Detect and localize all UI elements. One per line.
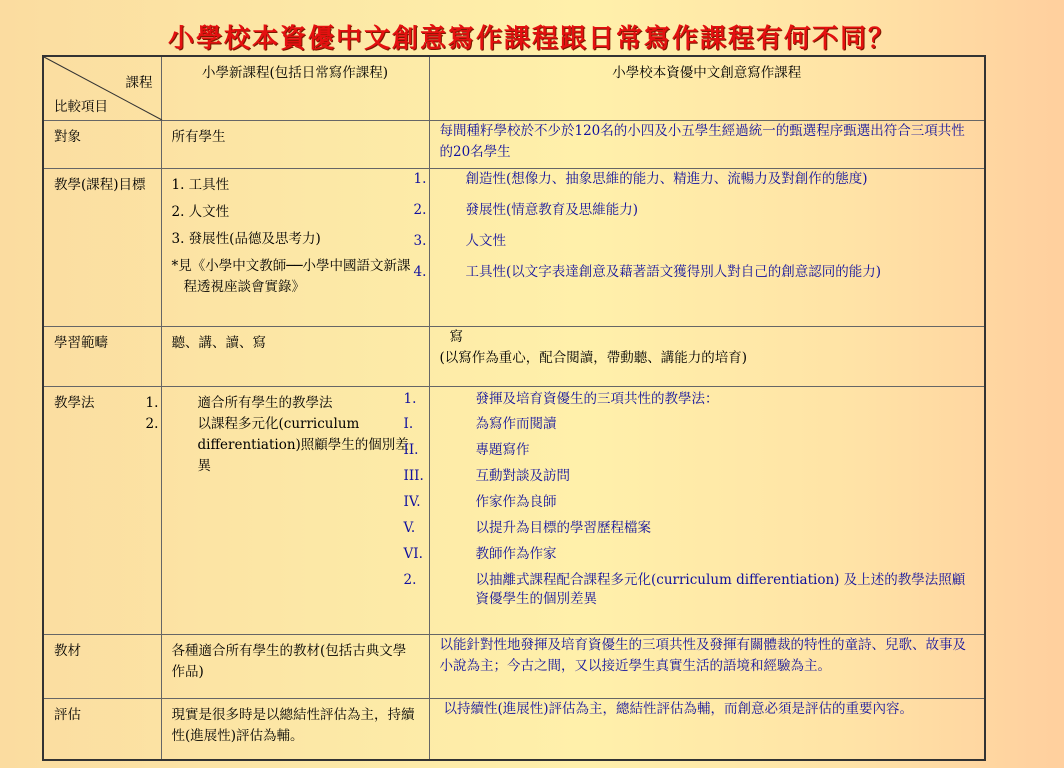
table-row-assessment [43, 698, 985, 760]
list-item-roman: V. 以提升為目標的學習歷程檔案 [403, 519, 651, 536]
col3-cell [403, 386, 985, 634]
materials-col2: 各種適合所有學生的教材(包括古典文學作品) [171, 642, 407, 680]
list-item: 1. 創造性(想像力、抽象思維的能力、精進力、流暢力及對創作的態度) [413, 170, 868, 187]
row-label-cell [43, 120, 161, 168]
goals-col2-list [162, 169, 429, 298]
col2-cell [161, 326, 429, 386]
col2-cell [161, 634, 429, 698]
list-item-roman: VI. 教師作為作家 [403, 545, 557, 562]
list-item: 4. 工具性(以文字表達創意及藉著語文獲得別人對自己的創意認同的能力) [413, 263, 882, 280]
row-label-cell [43, 326, 161, 386]
corner-label-course: 課程 [125, 75, 153, 91]
list-item: 3. 人文性 [413, 232, 506, 249]
scope-col3 [430, 327, 985, 369]
table-row-materials [43, 634, 985, 698]
row-label-goals: 教學(課程)目標 [54, 176, 146, 193]
list-item: 1. 發揮及培育資優生的三項共性的教學法： [403, 390, 719, 407]
scope-col3-line1: 寫 [449, 328, 463, 345]
corner-header-cell [43, 56, 161, 120]
list-item-roman: IV. 作家作為良師 [403, 493, 557, 510]
row-label-cell [43, 386, 161, 634]
col2-cell [161, 168, 429, 326]
comparison-table [42, 55, 986, 761]
goals-col3-list [413, 169, 985, 283]
method-col3-list [403, 387, 985, 609]
row-label-materials: 教材 [54, 642, 81, 659]
header-col2-label: 小學新課程(包括日常寫作課程) [201, 65, 389, 81]
list-item: 3. 發展性(品德及思考力) [171, 230, 321, 247]
page-title: 小學校本資優中文創意寫作課程跟日常寫作課程有何不同？ [167, 24, 896, 54]
row-label-method: 教學法 [54, 394, 95, 411]
scope-col3-line2: (以寫作為重心，配合閱讀，帶動聽、講能力的培育) [439, 349, 748, 366]
target-col3: 每間種籽學校於不少於120名的小四及小五學生經過統一的甄選程序甄選出符合三項共性的20名學生 [439, 122, 965, 160]
list-item-note: *見《小學中文教師──小學中國語文新課程透視座談會實錄》 [171, 257, 411, 295]
col3-cell [429, 634, 985, 698]
scope-col2: 聽、講、讀、寫 [171, 334, 266, 351]
method-col2-list [145, 387, 429, 477]
header-col2 [161, 56, 429, 120]
header-col3-label: 小學校本資優中文創意寫作課程 [612, 65, 802, 81]
header-row [43, 56, 985, 120]
row-label-target: 對象 [54, 128, 81, 145]
list-item-roman: I. 為寫作而閱讀 [403, 415, 557, 432]
table-row-scope [43, 326, 985, 386]
list-item: 2. 以抽離式課程配合課程多元化(curriculum differentiation) 及上述的教學法照顧資優學生的個別差異 [403, 571, 966, 607]
col3-cell [413, 168, 985, 326]
col3-cell [429, 698, 985, 760]
list-item: 2. 以課程多元化(curriculum differentiation)照顧學生的個別差異 [145, 415, 409, 474]
list-item: 2. 發展性(情意教育及思維能力) [413, 201, 639, 218]
row-label-cell [43, 168, 161, 326]
col3-cell [429, 326, 985, 386]
list-item: 1. 工具性 [171, 176, 230, 193]
materials-col3: 以能針對性地發揮及培育資優生的三項共性及發揮有關體裁的特性的童詩、兒歌、故事及小說為主；今古之間，又以接近學生真實生活的語境和經驗為主。 [439, 636, 966, 674]
assessment-col3: 以持續性(進展性)評估為主，總結性評估為輔，而創意必須是評估的重要內容。 [443, 700, 914, 717]
table-row-target [43, 120, 985, 168]
col2-cell [145, 386, 429, 634]
row-label-cell [43, 698, 161, 760]
target-col2: 所有學生 [171, 128, 226, 145]
list-item: 2. 人文性 [171, 203, 230, 220]
assessment-col2: 現實是很多時是以總結性評估為主，持續性(進展性)評估為輔。 [171, 706, 415, 744]
row-label-assessment: 評估 [54, 706, 81, 723]
table-row-method [43, 386, 985, 634]
row-label-scope: 學習範疇 [54, 334, 108, 351]
col2-cell [161, 120, 429, 168]
col3-cell [429, 120, 985, 168]
header-col3 [429, 56, 985, 120]
list-item-roman: III. 互動對談及訪問 [403, 467, 570, 484]
corner-label-compare: 比較項目 [54, 99, 108, 115]
row-label-cell [43, 634, 161, 698]
list-item: 1. 適合所有學生的教學法 [145, 394, 333, 411]
table-row-goals [43, 168, 985, 326]
list-item-roman: II. 專題寫作 [403, 441, 530, 458]
col2-cell [161, 698, 429, 760]
